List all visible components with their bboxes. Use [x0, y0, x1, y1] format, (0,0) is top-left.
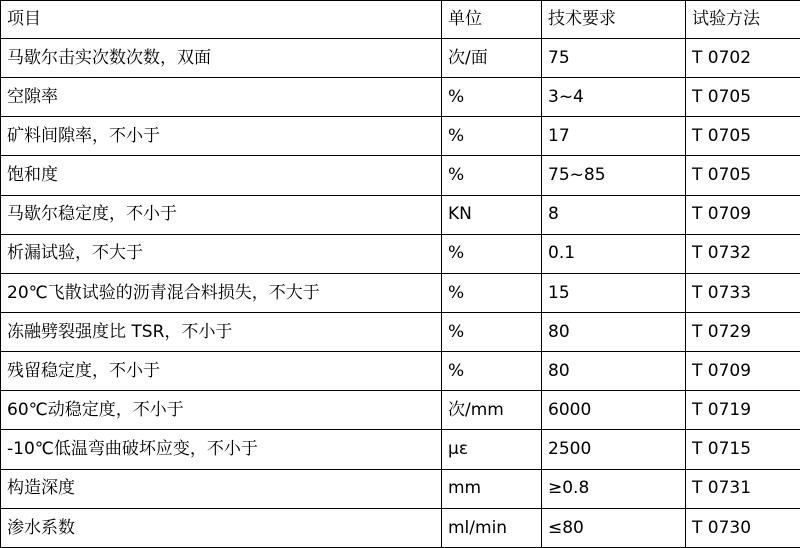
- cell-unit: ml/min: [442, 508, 542, 547]
- header-requirement: 技术要求: [542, 1, 686, 39]
- cell-item: 饱和度: [1, 156, 442, 195]
- cell-requirement: ≥0.8: [542, 469, 686, 508]
- cell-unit: %: [442, 234, 542, 273]
- cell-unit: %: [442, 273, 542, 312]
- cell-item: 60℃动稳定度，不小于: [1, 391, 442, 430]
- table-row: [1, 117, 800, 156]
- cell-item: 矿料间隙率，不小于: [1, 117, 442, 156]
- cell-test-method: T 0732: [686, 234, 800, 273]
- header-test-method: 试验方法: [686, 1, 800, 39]
- cell-requirement: 80: [542, 312, 686, 351]
- cell-unit: mm: [442, 469, 542, 508]
- cell-test-method: T 0719: [686, 391, 800, 430]
- table-row: [1, 156, 800, 195]
- table-row: [1, 391, 800, 430]
- cell-item: 析漏试验，不大于: [1, 234, 442, 273]
- cell-test-method: T 0709: [686, 352, 800, 391]
- cell-unit: %: [442, 117, 542, 156]
- cell-requirement: 3~4: [542, 78, 686, 117]
- cell-item: 残留稳定度，不小于: [1, 352, 442, 391]
- cell-item: 构造深度: [1, 469, 442, 508]
- table-row: [1, 508, 800, 547]
- cell-unit: με: [442, 430, 542, 469]
- cell-test-method: T 0729: [686, 312, 800, 351]
- cell-test-method: T 0730: [686, 508, 800, 547]
- cell-item: 马歇尔稳定度，不小于: [1, 195, 442, 234]
- cell-item: 空隙率: [1, 78, 442, 117]
- header-unit: 单位: [442, 1, 542, 39]
- table-row: [1, 312, 800, 351]
- cell-requirement: 6000: [542, 391, 686, 430]
- cell-requirement: ≤80: [542, 508, 686, 547]
- cell-item: 马歇尔击实次数次数，双面: [1, 39, 442, 78]
- table-row: [1, 469, 800, 508]
- cell-test-method: T 0731: [686, 469, 800, 508]
- header-item: 项目: [1, 1, 442, 39]
- cell-unit: %: [442, 78, 542, 117]
- table-header-row: [1, 1, 800, 39]
- cell-requirement: 2500: [542, 430, 686, 469]
- cell-requirement: 80: [542, 352, 686, 391]
- table-row: [1, 78, 800, 117]
- cell-unit: 次/mm: [442, 391, 542, 430]
- cell-unit: KN: [442, 195, 542, 234]
- cell-test-method: T 0705: [686, 156, 800, 195]
- cell-requirement: 8: [542, 195, 686, 234]
- cell-test-method: T 0705: [686, 78, 800, 117]
- table-row: [1, 430, 800, 469]
- cell-test-method: T 0705: [686, 117, 800, 156]
- cell-requirement: 0.1: [542, 234, 686, 273]
- cell-requirement: 15: [542, 273, 686, 312]
- cell-test-method: T 0715: [686, 430, 800, 469]
- cell-item: 冻融劈裂强度比 TSR，不小于: [1, 312, 442, 351]
- cell-test-method: T 0702: [686, 39, 800, 78]
- table-row: [1, 273, 800, 312]
- table-row: [1, 39, 800, 78]
- cell-unit: %: [442, 156, 542, 195]
- cell-requirement: 17: [542, 117, 686, 156]
- table-row: [1, 352, 800, 391]
- table-row: [1, 195, 800, 234]
- cell-test-method: T 0733: [686, 273, 800, 312]
- cell-unit: %: [442, 352, 542, 391]
- cell-unit: %: [442, 312, 542, 351]
- cell-item: 20℃飞散试验的沥青混合料损失，不大于: [1, 273, 442, 312]
- cell-item: 渗水系数: [1, 508, 442, 547]
- cell-item: -10℃低温弯曲破坏应变，不小于: [1, 430, 442, 469]
- cell-requirement: 75: [542, 39, 686, 78]
- cell-test-method: T 0709: [686, 195, 800, 234]
- cell-unit: 次/面: [442, 39, 542, 78]
- table-row: [1, 234, 800, 273]
- cell-requirement: 75~85: [542, 156, 686, 195]
